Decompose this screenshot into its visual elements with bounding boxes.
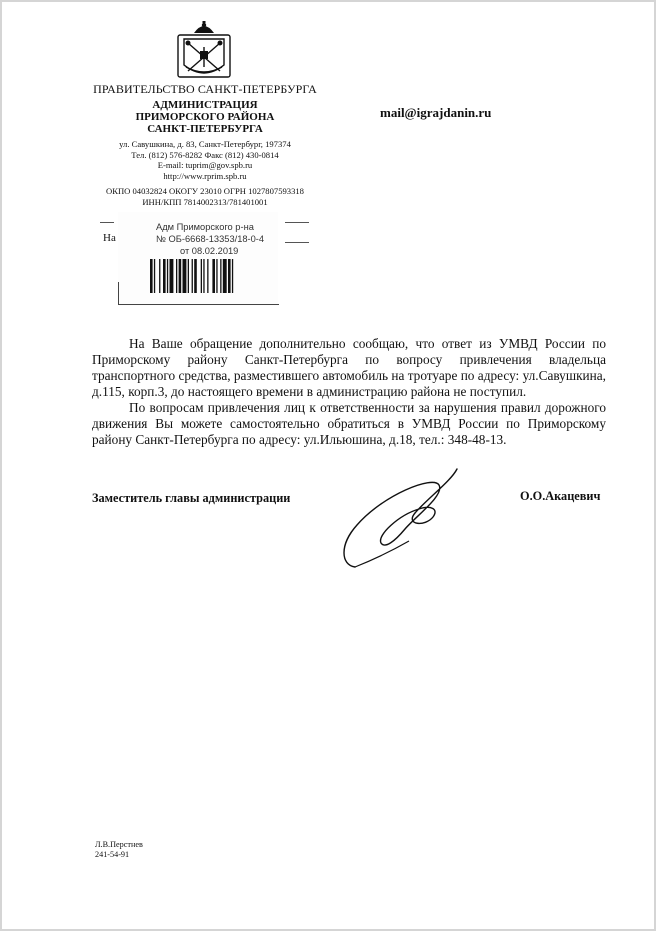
stamp-number: № ОБ-6668-13353/18-0-4 (156, 234, 265, 244)
administration-name (85, 99, 325, 135)
body-paragraph: По вопросам привлечения лиц к ответственности за нарушения правил дорожного движения Вы можете самостоятельно обратиться в УМВД России по Приморскому району Санкт-Петербурга по адресу: ул.Ильюшина, д.18, тел.: 348-48-13. (92, 400, 606, 447)
executor-phone: 241-54-91 (95, 850, 130, 859)
phone-line: Тел. (812) 576-8282 Факс (812) 430-0814 (131, 149, 279, 160)
okpo-line: ОКПО 04032824 ОКОГУ 23010 ОГРН 1027807593318 (106, 186, 304, 196)
executor-name: Л.В.Перстнев (95, 840, 143, 849)
stamp-date: от 08.02.2019 (180, 246, 239, 256)
signatory-position: Заместитель главы администрации (92, 491, 291, 505)
number-rule (285, 222, 309, 223)
admin-line: САНКТ-ПЕТЕРБУРГА (147, 123, 263, 135)
inn-line: ИНН/КПП 7814002313/781401001 (142, 196, 268, 207)
date-rule (100, 222, 114, 223)
website-line[interactable]: http://www.rprim.spb.ru (163, 170, 247, 181)
government-title: ПРАВИТЕЛЬСТВО САНКТ-ПЕТЕРБУРГА (93, 82, 317, 96)
email-line[interactable]: E-mail: tuprim@gov.spb.ru (157, 160, 253, 170)
stamp-office: Адм Приморского р-на (156, 222, 254, 232)
contact-block (80, 139, 330, 181)
letter-body (92, 336, 606, 448)
body-paragraph: На Ваше обращение дополнительно сообщаю, что ответ из УМВД России по Приморскому району Санкт-Петербурга по вопросу привлечения владельца транспортного средства, разместившего автомобиль на тротуаре по адресу: ул.Савушкина, д.115, корп.3, до настоящего времени в администрацию района не поступил. (92, 336, 606, 399)
stamp-bracket (118, 282, 279, 305)
reference-rule (285, 242, 309, 243)
handwritten-signature (335, 455, 475, 575)
admin-line: ПРИМОРСКОГО РАЙОНА (135, 111, 275, 123)
registry-codes (80, 186, 330, 207)
executor-block (95, 840, 143, 860)
coat-of-arms-icon (176, 21, 232, 79)
reference-label: На (103, 232, 116, 244)
address-line: ул. Савушкина, д. 83, Санкт-Петербург, 197374 (119, 139, 291, 149)
signatory-name: О.О.Акацевич (520, 489, 601, 503)
recipient-email[interactable]: mail@igrajdanin.ru (380, 105, 492, 120)
admin-line: АДМИНИСТРАЦИЯ (152, 99, 258, 111)
